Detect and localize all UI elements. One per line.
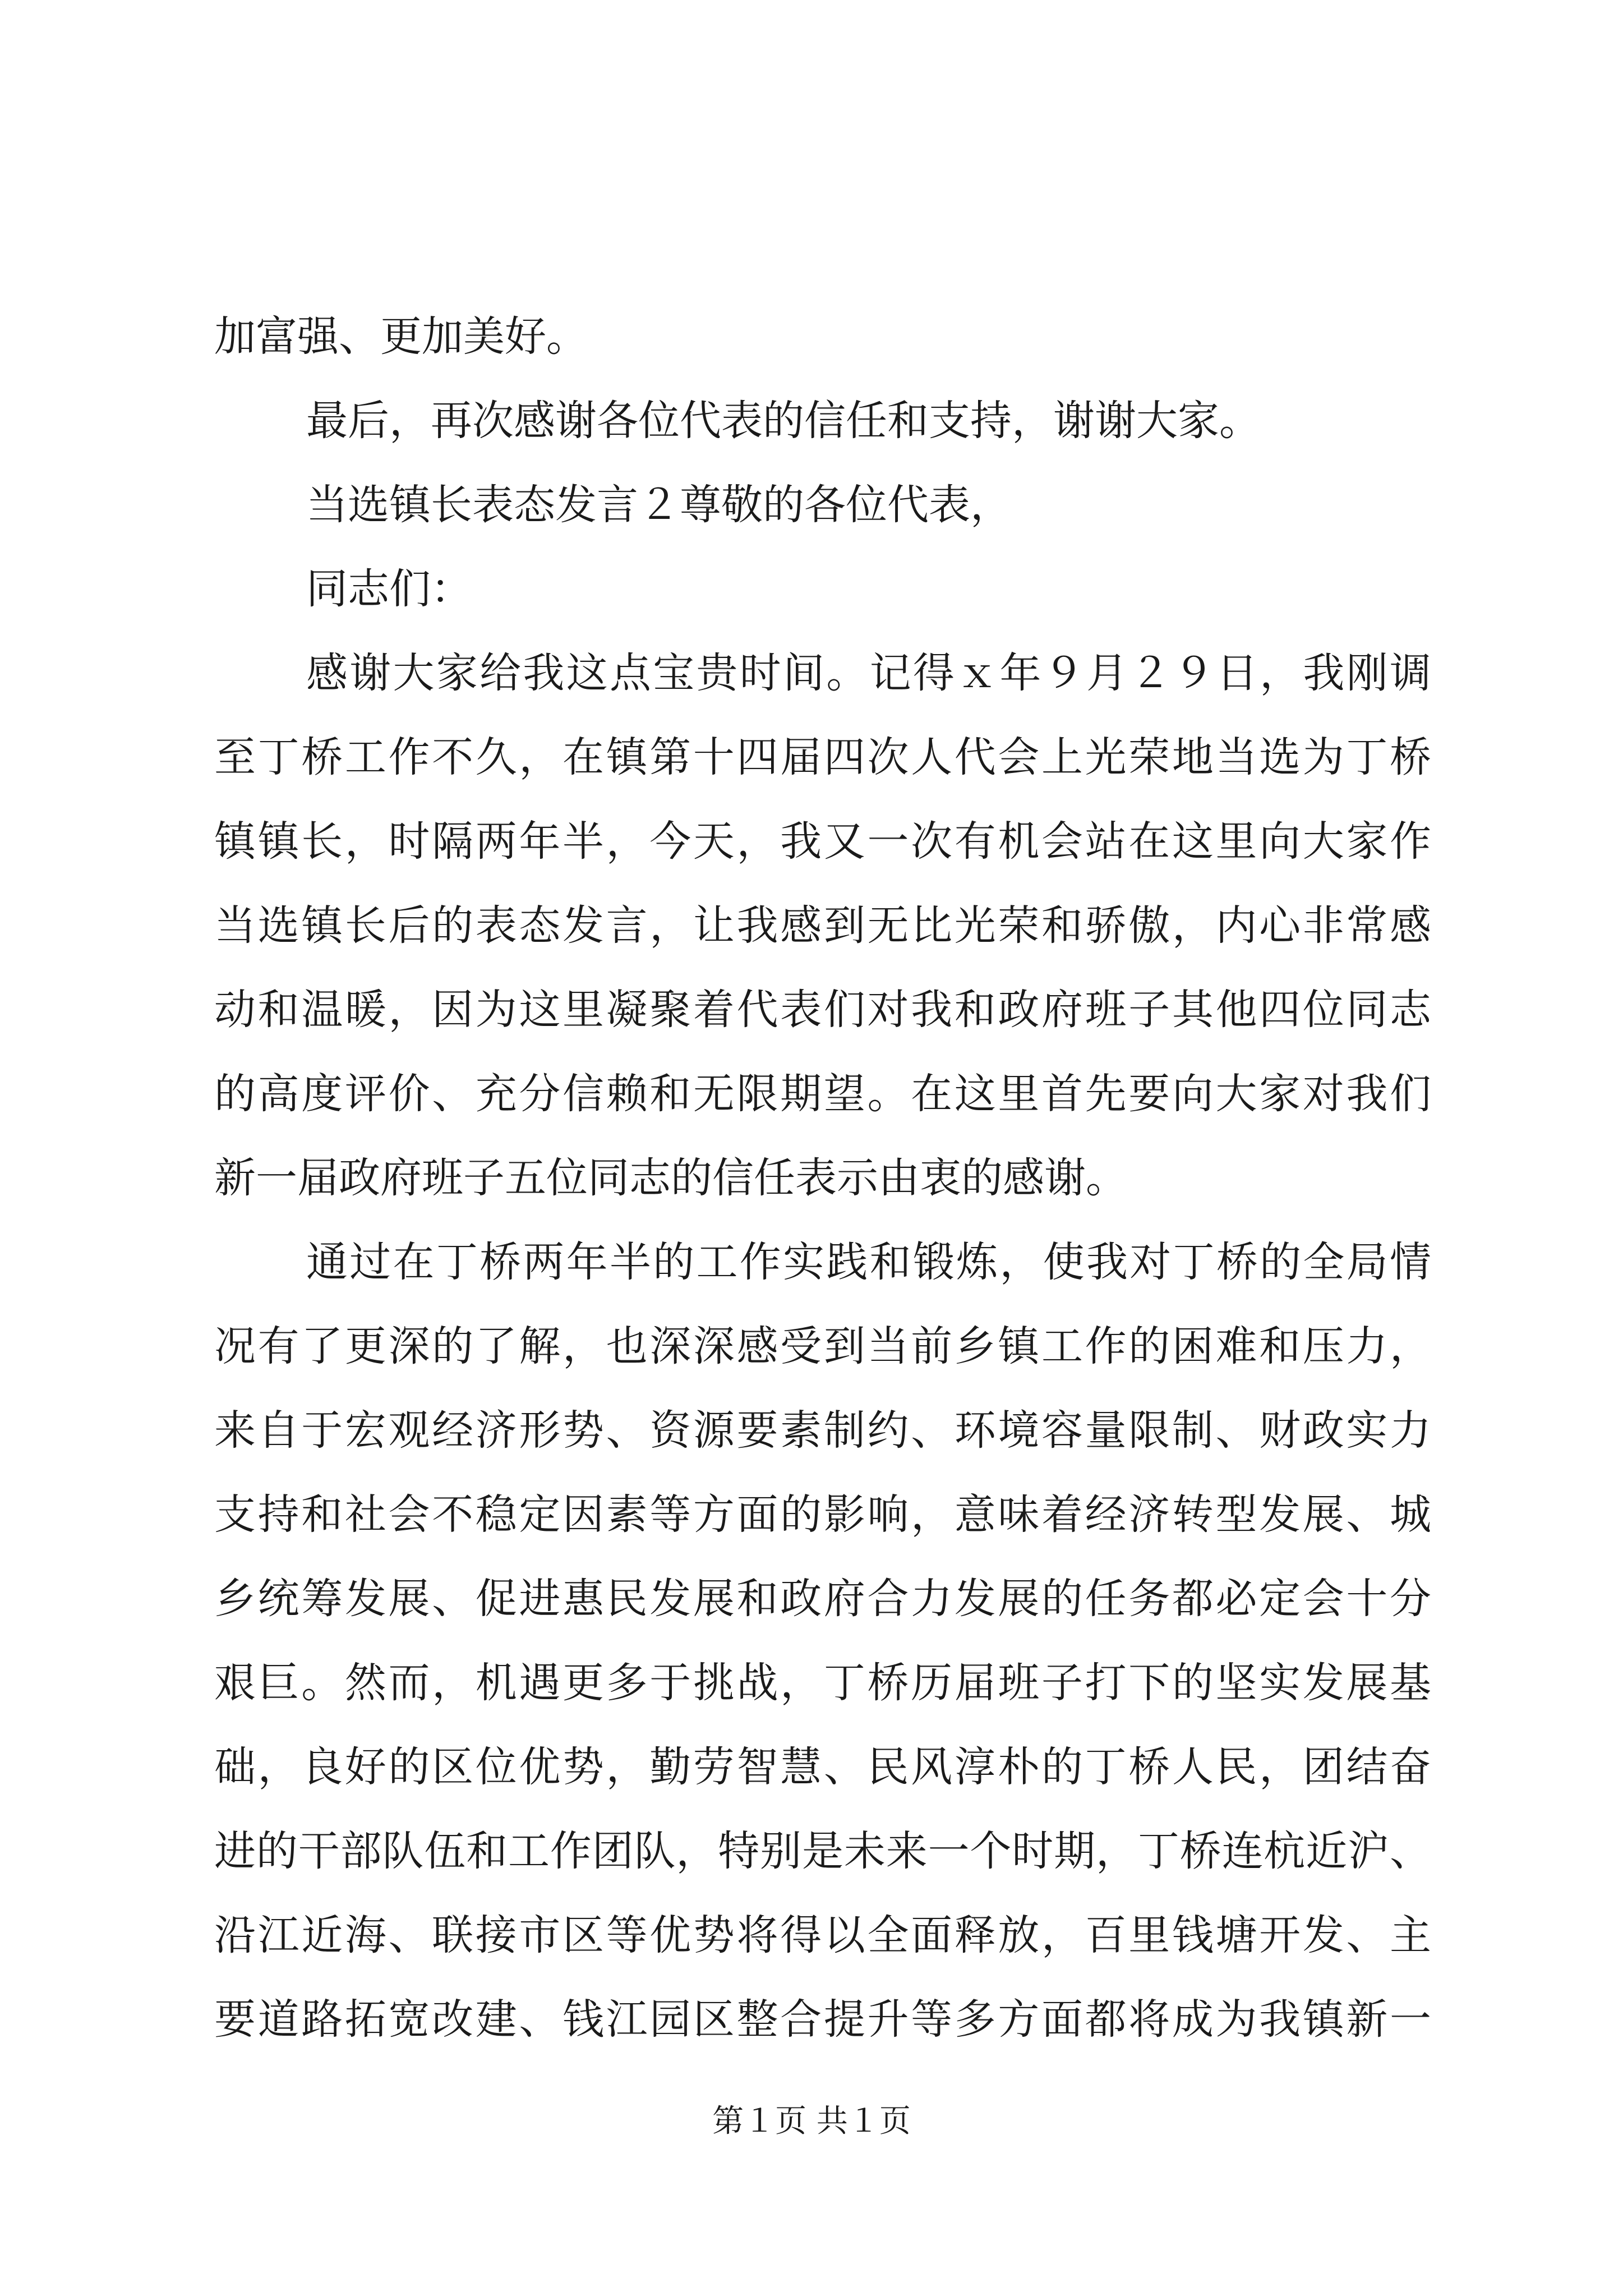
text-line: 镇镇长，时隔两年半，今天，我又一次有机会站在这里向大家作: [214, 817, 1431, 866]
text-line: 进的干部队伍和工作团队，特别是未来一个时期，丁桥连杭近沪、: [214, 1827, 1431, 1875]
text-line: 艰巨。然而，机遇更多于挑战，丁桥历届班子打下的坚实发展基: [214, 1659, 1431, 1707]
text-line: 当选镇长后的表态发言，让我感到无比光荣和骄傲，内心非常感: [214, 901, 1431, 950]
text-line: 至丁桥工作不久，在镇第十四届四次人代会上光荣地当选为丁桥: [214, 733, 1431, 781]
text-line: 来自于宏观经济形势、资源要素制约、环境容量限制、财政实力: [214, 1406, 1431, 1455]
text-line: 新一届政府班子五位同志的信任表示由衷的感谢。: [214, 1154, 1127, 1202]
text-line: 动和温暖，因为这里凝聚着代表们对我和政府班子其他四位同志: [214, 986, 1431, 1034]
text-line: 通过在丁桥两年半的工作实践和锻炼，使我对丁桥的全局情: [306, 1238, 1431, 1286]
text-line: 的高度评价、充分信赖和无限期望。在这里首先要向大家对我们: [214, 1070, 1431, 1118]
text-line: 感谢大家给我这点宝贵时间。记得ｘ年９月２９日，我刚调: [306, 649, 1431, 697]
text-line: 加富强、更加美好。: [214, 312, 588, 361]
text-line: 沿江近海、联接市区等优势将得以全面释放，百里钱塘开发、主: [214, 1911, 1431, 1959]
text-line: 最后，再次感谢各位代表的信任和支持，谢谢大家。: [306, 397, 1261, 445]
page-footer: [0, 2099, 1623, 2144]
text-line: 要道路拓宽改建、钱江园区整合提升等多方面都将成为我镇新一: [214, 1995, 1431, 2044]
text-line: 础，良好的区位优势，勤劳智慧、民风淳朴的丁桥人民，团结奋: [214, 1743, 1431, 1791]
text-line: 乡统筹发展、促进惠民发展和政府合力发展的任务都必定会十分: [214, 1575, 1431, 1623]
page-number: 第１页 共１页: [712, 2103, 911, 2139]
text-line: 当选镇长表态发言２尊敬的各位代表，: [306, 481, 1012, 529]
text-line: 况有了更深的了解，也深深感受到当前乡镇工作的困难和压力，: [214, 1322, 1431, 1370]
text-line: 支持和社会不稳定因素等方面的影响，意味着经济转型发展、城: [214, 1490, 1431, 1539]
text-line: 同志们：: [306, 565, 472, 613]
